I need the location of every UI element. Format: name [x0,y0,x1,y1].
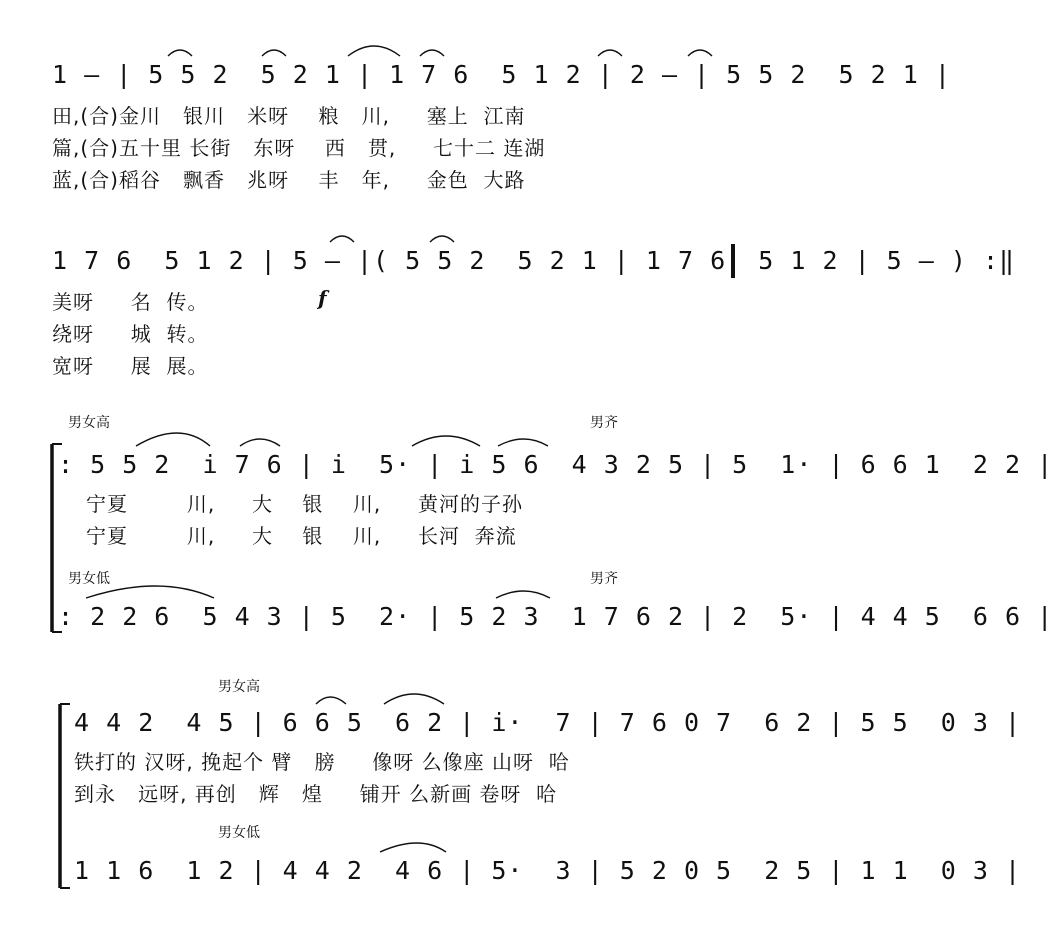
system2-lyric-verse1: 美呀 名 传。 [52,290,209,314]
dynamic-mark-forte: f [318,286,327,310]
system1-lyric-verse3: 蓝,(合)稻谷 飘香 兆呀 丰 年, 金色 大路 [52,168,526,192]
voice-label-mixed-high-2: 男女高 [218,679,260,695]
system1-lyric-verse1: 田,(合)金川 银川 米呀 粮 川, 塞上 江南 [52,104,526,128]
system-brackets [52,444,70,888]
system3-lower-notes: : 2 2 6 5 4 3 | 5 2· | 5 2 3 1 7 6 2 | 2 5· | 4 4 5 6 6 | [58,602,1053,631]
voice-label-mixed-high: 男女高 [68,415,110,431]
system3-lyric-verse2: 宁夏 川, 大 银 川, 长河 奔流 [86,524,517,548]
system1-lyric-verse2: 篇,(合)五十里 长街 东呀 西 贯, 七十二 连湖 [52,136,546,160]
system3-upper-notes: : 5 5 2 i 7 6 | i 5· | i 5 6 4 3 2 5 | 5 1· | 6 6 1 2 2 | [58,450,1053,479]
system4-lyric-verse2: 到永 远呀, 再创 辉 煌 铺开 么新画 卷呀 哈 [74,782,558,806]
system2-lyric-verse2: 绕呀 城 转。 [52,322,209,346]
system4-lower-notes: 1 1 6 1 2 | 4 4 2 4 6 | 5· 3 | 5 2 0 5 2 5 | 1 1 0 3 | [74,856,1022,885]
system3-lyric-verse1: 宁夏 川, 大 银 川, 黄河的子孙 [86,492,524,516]
system2-lyric-verse3: 宽呀 展 展。 [52,354,209,378]
voice-label-mixed-low: 男女低 [68,571,110,587]
voice-label-men-unison: 男齐 [590,415,618,431]
system4-upper-notes: 4 4 2 4 5 | 6 6 5 6 2 | i· 7 | 7 6 0 7 6 2 | 5 5 0 3 | [74,708,1022,737]
voice-label-mixed-low-2: 男女低 [218,825,260,841]
system2-notes: 1 7 6 5 1 2 | 5 – |( 5 5 2 5 2 1 | 1 7 6 5 1 2 | 5 – ) :‖ [52,246,1016,275]
slur-marks [86,46,712,852]
voice-label-men-unison-low: 男齐 [590,571,618,587]
system4-lyric-verse1: 铁打的 汉呀, 挽起个 臂 膀 像呀 么像座 山呀 哈 [74,750,570,774]
system1-notes: 1 – | 5 5 2 5 2 1 | 1 7 6 5 1 2 | 2 – | 5 5 2 5 2 1 | [52,60,951,89]
